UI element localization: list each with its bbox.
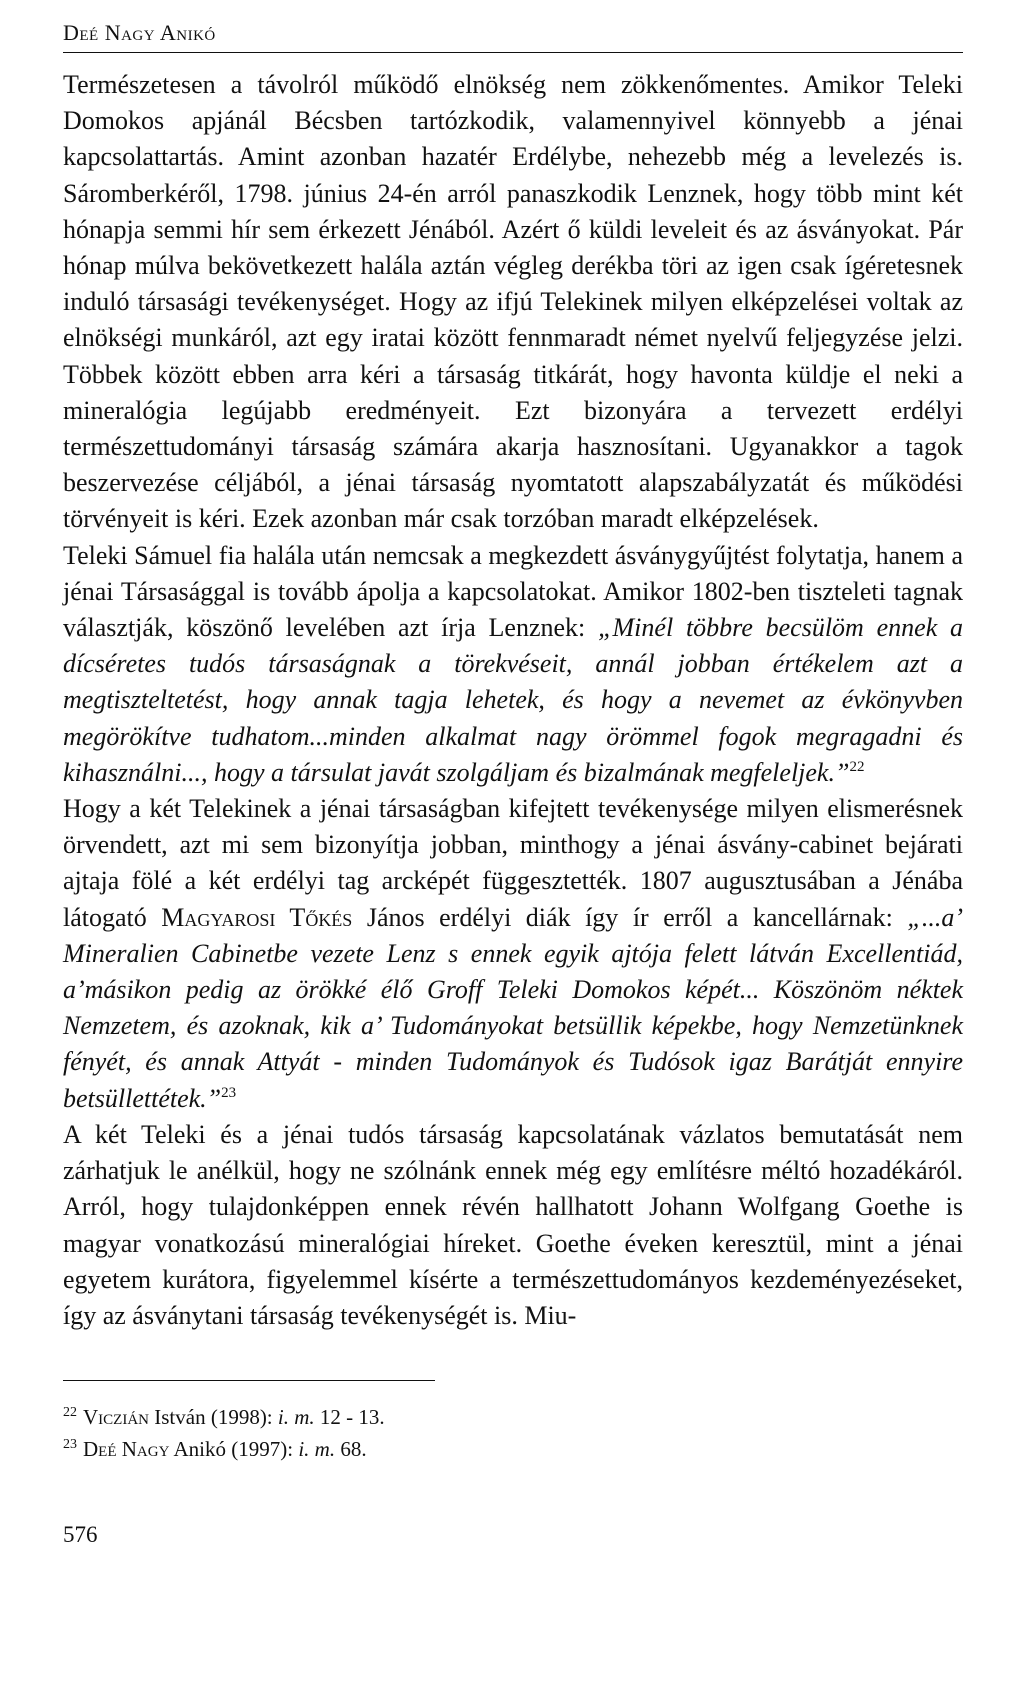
footnote-separator xyxy=(63,1380,435,1381)
footnote-ref-abbrev: i. m. xyxy=(298,1437,336,1462)
footnote-ref: 22 xyxy=(849,758,865,775)
footnote-number: 23 xyxy=(63,1437,77,1453)
footnote-text: István (1998): xyxy=(149,1405,278,1430)
text-run: János erdélyi diák így ír erről a kancellárnak: xyxy=(352,902,908,932)
document-page xyxy=(63,20,963,1549)
person-name-smallcaps: Magyarosi Tőkés xyxy=(161,902,353,932)
paragraph xyxy=(63,1117,963,1334)
paragraph xyxy=(63,67,963,538)
footnote-pages: 68. xyxy=(335,1437,367,1462)
text-run: A két Teleki és a jénai tudós társaság kapcsolatának vázlatos bemutatását nem zárhatjuk le anélkül, hogy ne szólnánk ennek még egy említésre méltó hozadékáról. Arról, hogy tulajdonképpen ennek révén hallhatott Johann Wolfgang Goethe is magyar vonatkozású mineralógiai híreket. Goethe éveken keresztül, mint a jénai egyetem kurátora, figyelemmel kísérte a természettudományos kezdeményezéseket, így az ásványtani társaság tevékenységét is. Miu- xyxy=(63,1119,963,1330)
footnote-ref: 23 xyxy=(221,1084,237,1101)
footnote-ref-abbrev: i. m. xyxy=(277,1405,315,1430)
footnote-author: Deé Nagy xyxy=(83,1437,170,1462)
footnote-text: Anikó (1997): xyxy=(169,1437,299,1462)
paragraph xyxy=(63,791,963,1117)
quotation-italic: „Minél többre becsülöm ennek a dícséretes tudós társaságnak a törekvéseit, annál jobban értékelem azt a megtiszteltetést, hogy annak tagja lehetek, és hogy a nevemet az évkönyvben megörökítve tudhatom...minden alkalmat nagy örömmel fogok megragadni és kihasználni..., hogy a társulat javát szolgáljam és bizalmának megfeleljek.” xyxy=(63,613,964,787)
paragraph xyxy=(63,538,963,791)
body-text xyxy=(63,67,963,1334)
footnotes xyxy=(63,1401,963,1465)
footnote-pages: 12 - 13. xyxy=(314,1405,385,1430)
page-number: 576 xyxy=(63,1522,98,1548)
footnote xyxy=(63,1401,963,1433)
footnote-number: 22 xyxy=(63,1405,77,1421)
footnote xyxy=(63,1433,963,1465)
footnote-author: Viczián xyxy=(83,1405,149,1430)
text-run: Hogy a két Telekinek a jénai társaságban kifejtett tevékenysége milyen elismerésnek örvendett, azt mi sem bizonyítja jobban, minthogy a jénai ásvány-cabinet bejárati ajtaja fölé a két erdélyi tag arcképét függesztették. 1807 augusztusában a Jénába látogató xyxy=(63,794,963,932)
running-head: Deé Nagy Anikó xyxy=(63,20,963,53)
quotation-italic: „...a’ Mineralien Cabinetbe vezete Lenz s ennek egyik ajtója felett látván Excellentiád, a’másikon pedig az örökké élő Groff Teleki Domokos képét... Köszönöm néktek Nemzetem, és azoknak, kik a’ Tudományokat betsüllik képekbe, hogy Nemzetünknek fényét, és annak Attyát - minden Tudományok és Tudósok igaz Barátját ennyire betsüllettétek.” xyxy=(63,902,963,1113)
text-run: Teleki Sámuel fia halála után nemcsak a megkezdett ásványgyűjtést folytatja, hanem a jénai Társasággal is tovább ápolja a kapcsolatokat. Amikor 1802-ben tiszteleti tagnak választják, köszönő levelében azt írja Lenznek: xyxy=(63,540,963,643)
text-run: Természetesen a távolról működő elnökség nem zökkenőmentes. Amikor Teleki Domokos apjánál Bécsben tartózkodik, valamennyivel könnyebb a jénai kapcsolattartás. Amint azonban hazatér Erdélybe, nehezebb még a levelezés is. Sáromberkéről, 1798. június 24-én arról panaszkodik Lenznek, hogy több mint két hónapja semmi hír sem érkezett Jénából. Azért ő küldi leveleit és az ásványokat. Pár hónap múlva bekövetkezett halála aztán végleg derékba töri az igen csak ígéretesnek induló társasági tevékenységet. Hogy az ifjú Telekinek milyen elképzelései voltak az elnökségi munkáról, azt egy iratai között fennmaradt német nyelvű feljegyzése jelzi. Többek között ebben arra kéri a társaság titkárát, hogy havonta küldje el neki a mineralógia legújabb eredményeit. Ezt bizonyára a tervezett erdélyi természettudományi társaság számára akarja hasznosítani. Ugyanakkor a tagok beszervezése céljából, a jénai társaság nyomtatott alapszabályzatát és működési törvényeit is kéri. Ezek azonban már csak torzóban maradt elképzelések. xyxy=(63,70,963,534)
